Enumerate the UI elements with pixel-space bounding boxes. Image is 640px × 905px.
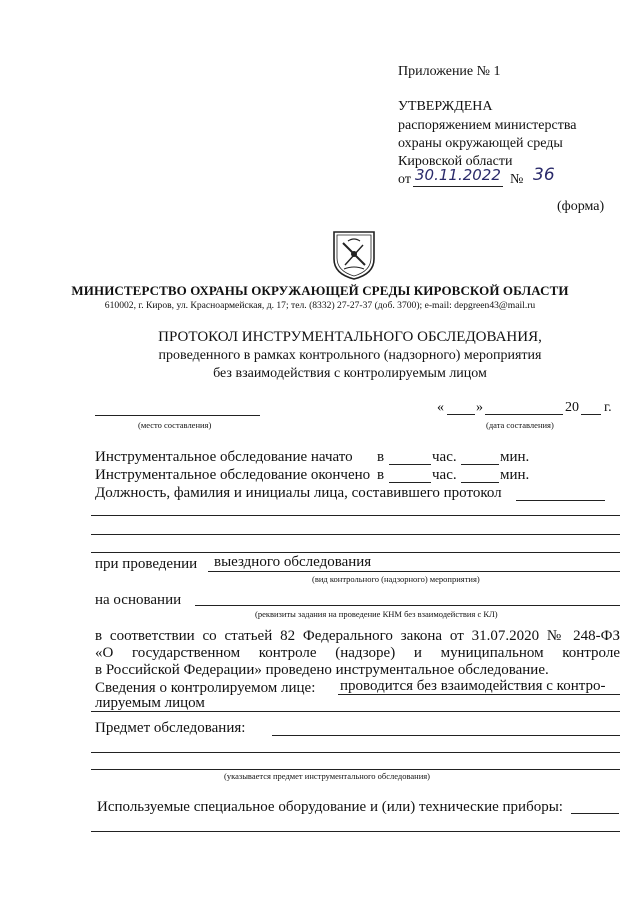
date-year-line[interactable]: [581, 414, 601, 415]
end-hours-label: час.: [432, 467, 457, 483]
equipment-label: Используемые специальное оборудование и (или) технические приборы:: [97, 799, 563, 815]
date-open-quote: «: [437, 400, 444, 415]
conduct-line[interactable]: [208, 571, 620, 572]
equipment-line-1[interactable]: [571, 813, 619, 814]
approved-line-3: Кировской области: [398, 154, 513, 169]
approved-number-label: №: [510, 172, 524, 187]
law-line-3: в Российской Федерации» проведено инструментальное обследование.: [95, 662, 549, 678]
protocol-subtitle-2: без взаимодействия с контролируемым лицом: [213, 366, 487, 381]
org-address: 610002, г. Киров, ул. Красноармейская, д. 17; тел. (8332) 27-27-37 (доб. 3700); e-mail: depgreen43@mail.ru: [104, 300, 536, 311]
end-minutes-label: мин.: [500, 467, 530, 483]
subject-caption: (указывается предмет инструментального обследования): [224, 771, 431, 781]
conduct-value: выездного обследования: [214, 554, 372, 570]
subject-label: Предмет обследования:: [95, 720, 246, 736]
date-year-prefix: 20: [565, 400, 579, 415]
end-time-label: Инструментальное обследование окончено: [95, 467, 371, 483]
subject-line-1[interactable]: [272, 735, 620, 736]
person-label: Сведения о контролируемом лице:: [95, 680, 316, 696]
date-day-line[interactable]: [447, 414, 475, 415]
start-minutes-line[interactable]: [461, 464, 499, 465]
date-year-suffix: г.: [604, 400, 612, 415]
end-time-in: в: [377, 467, 385, 483]
law-line-2: «О государственном контроле (надзоре) и муниципальном контроле: [95, 645, 620, 661]
start-hours-line[interactable]: [389, 464, 431, 465]
basis-label: на основании: [95, 592, 182, 608]
person-value-1: проводится без взаимодействия с контро-: [340, 678, 606, 694]
protocol-title: ПРОТОКОЛ ИНСТРУМЕНТАЛЬНОГО ОБСЛЕДОВАНИЯ,: [158, 329, 542, 345]
author-line-3[interactable]: [91, 534, 620, 535]
approved-date-line: [413, 186, 503, 187]
person-line-1[interactable]: [338, 694, 620, 695]
start-time-label: Инструментальное обследование начато: [95, 449, 353, 465]
author-line-4[interactable]: [91, 552, 620, 553]
approved-line-2: охраны окружающей среды: [398, 136, 563, 151]
org-name: МИНИСТЕРСТВО ОХРАНЫ ОКРУЖАЮЩЕЙ СРЕДЫ КИРОВСКОЙ ОБЛАСТИ: [71, 283, 569, 298]
author-label: Должность, фамилия и инициалы лица, составившего протокол: [95, 485, 502, 501]
approved-number-handwritten: 36: [533, 165, 555, 185]
end-hours-line[interactable]: [389, 482, 431, 483]
start-hours-label: час.: [432, 449, 457, 465]
person-value-2: лируемым лицом: [95, 695, 205, 711]
approved-from-label: от: [398, 172, 411, 187]
author-line-1[interactable]: [516, 500, 605, 501]
conduct-label: при проведении: [95, 556, 198, 572]
basis-caption: (реквизиты задания на проведение КНМ без взаимодействия с КЛ): [255, 609, 498, 619]
conduct-caption: (вид контрольного (надзорного) мероприятия): [312, 574, 480, 584]
person-line-2[interactable]: [91, 711, 620, 712]
appendix-title: Приложение № 1: [398, 64, 501, 79]
place-caption: (место составления): [138, 420, 212, 430]
protocol-subtitle-1: проведенного в рамках контрольного (надзорного) мероприятия: [158, 348, 542, 363]
author-line-2[interactable]: [91, 515, 620, 516]
start-time-in: в: [377, 449, 385, 465]
start-minutes-label: мин.: [500, 449, 530, 465]
approved-line-1: распоряжением министерства: [398, 118, 577, 133]
subject-line-3[interactable]: [91, 769, 620, 770]
end-minutes-line[interactable]: [461, 482, 499, 483]
equipment-line-2[interactable]: [91, 831, 620, 832]
subject-line-2[interactable]: [91, 752, 620, 753]
approved-label: УТВЕРЖДЕНА: [398, 99, 493, 114]
date-month-line[interactable]: [485, 414, 563, 415]
approved-date-handwritten: 30.11.2022: [415, 166, 501, 184]
coat-of-arms-icon: [331, 229, 377, 281]
law-line-1: в соответствии со статьей 82 Федерального закона от 31.07.2020 № 248-ФЗ: [95, 628, 620, 644]
form-label: (форма): [557, 199, 605, 214]
date-close-quote: »: [476, 400, 483, 415]
basis-line[interactable]: [195, 605, 620, 606]
date-caption: (дата составления): [486, 420, 554, 430]
place-line[interactable]: [95, 415, 260, 416]
